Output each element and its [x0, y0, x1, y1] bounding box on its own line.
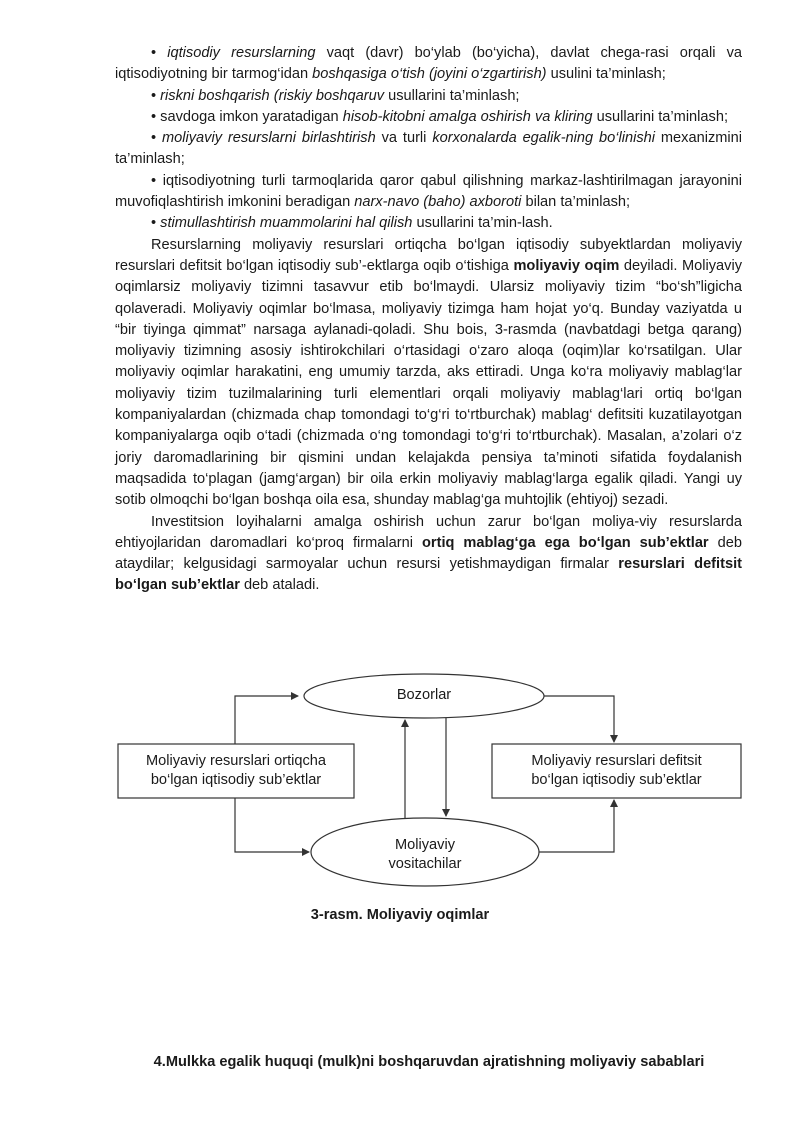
text-run: Investitsion loyihalarni amalga oshirish uchun zarur bo‘lgan moliya-viy resurslarda ehtiyojlaridan daromadlari ko‘proq firmalarni [115, 513, 742, 551]
text-run: vaqt (davr) bo‘ylab (bo‘yicha), davlat chega-rasi orqali va iqtisodiyotning bir tarmog‘idan [115, 45, 742, 83]
surplus-label-line: Moliyaviy resurslari ortiqcha [145, 753, 327, 769]
figure-caption: 3-rasm. Moliyaviy oqimlar [310, 907, 490, 923]
bold-run: moliyaviy oqim [513, 257, 620, 274]
text-run: • [151, 215, 161, 232]
bullet-paragraph [115, 171, 742, 214]
italic-run: moliyaviy resurslarni birlashtirish [162, 130, 376, 147]
italic-run: hisob-kitobni amalga oshirish va kliring [342, 108, 593, 125]
text-run: • [151, 45, 168, 61]
italic-run: korxonalarda egalik-ning bo‘linishi [432, 130, 656, 147]
text-run: usullarini ta’minlash; [384, 87, 520, 104]
intermediaries-label [311, 836, 539, 874]
flow-arrow-surplus-to-markets [235, 696, 298, 744]
bullet-paragraph [115, 107, 742, 128]
surplus-label-line: bo‘lgan iqtisodiy sub’ektlar [150, 772, 322, 788]
text-run: • iqtisodiyotning turli tarmoqlarida qaror qabul qilishning markaz-lashtirilmagan jarayonini muvofiqlashtirish imkonini beradigan [115, 172, 742, 211]
text-run: • [151, 130, 162, 147]
text-run: deb ataladi. [239, 577, 320, 594]
financial-flows-diagram [0, 672, 800, 892]
deficit-label-line: bo‘lgan iqtisodiy sub’ektlar [531, 772, 702, 788]
italic-run: narx-navo (baho) axboroti [354, 194, 522, 211]
deficit-label [492, 752, 741, 790]
bullet-paragraph [115, 86, 742, 107]
body-paragraph [115, 235, 742, 512]
flow-arrow-markets-to-deficit [544, 696, 614, 742]
text-run: • [151, 87, 161, 104]
intermediaries-label-line: Moliyaviy [394, 837, 455, 853]
text-run: va turli [375, 130, 433, 147]
deficit-label-line: Moliyaviy resurslari defitsit [531, 753, 702, 769]
text-run: Resurslarning moliyaviy resurslari ortiqcha bo‘lgan iqtisodiy subyektlardan moliyaviy resurslari defitsit bo‘lgan iqtisodiy sub’-ektlarga oqib o‘tishiga [115, 236, 742, 274]
flow-arrow-intermediaries-to-deficit [539, 800, 614, 852]
intermediaries-label-line: vositachilar [388, 856, 462, 872]
italic-run: iqtisodiy resurslarning [167, 45, 316, 61]
body-text [115, 43, 742, 597]
italic-run: riskni boshqarish (riskiy boshqaruv [160, 87, 385, 104]
text-run: bilan ta’minlash; [521, 194, 631, 211]
bullet-paragraph [115, 213, 742, 234]
bold-run: resurslari defitsit bo‘lgan sub’ektlar [115, 556, 742, 594]
bold-run: ortiq mablag‘ga ega bo‘lgan sub’ektlar [421, 534, 709, 551]
text-run: deb ataydilar; kelgusidagi sarmoyalar uchun resursi yetishmaydigan firmalar [115, 534, 742, 573]
text-run: usulini ta’minlash; [546, 66, 666, 83]
text-run: deyiladi. Moliyaviy oqimlarsiz moliyaviy tizimni tasavvur etib bo‘lmaydi. Ularsiz moliyaviy tizim “bo‘sh”ligicha qolaveradi. Moliyaviy oqimlar bo‘lmasa, moliyaviy tizimga ham hojat yo‘q. Bunday vaziyatda u “bir tiyinga qimmat” narsaga aylanadi-qoladi. Shu bois, 3-rasmda (navbatdagi betga qarang) moliyaviy tizimning asosiy ishtirokchilari o‘rtasidagi o‘zaro aloqa (oqim)lar ko‘rsatilgan. Ular moliyaviy oqimlar harakatini, eng umumiy tarzda, aks ettiradi. Unga ko‘ra moliyaviy mablag‘lar moliyaviy tizim tuzilmalarining turli elementlari orqali moliyaviy mablag‘lari ortiq bo‘lgan kompaniyalardan (chizmada chap tomondagi to‘g‘ri to‘rtburchak) mablag‘ defitsiti kuzatilayotgan kompaniyalarga oqib o‘tadi (chizmada o‘ng tomondagi to‘g‘ri to‘rtburchak). Masalan, a’zolari o‘z joriy daromadlarining bir qismini undan kelajakda pensiya ta’minoti sifatida foydalanish maqsadida to‘plagan (jamg‘argan) bir oila erkin moliyaviy mablag‘larga egalik qiladi. Yangi uy sotib olmoqchi bo‘lgan boshqa oila esa, shunday mablag‘ga muhtojlik (ehtiyoj) sezadi. [115, 257, 742, 509]
bullet-paragraph [115, 128, 742, 171]
italic-run: stimullashtirish muammolarini hal qilish [160, 215, 413, 232]
text-run: mexanizmini ta’minlash; [115, 130, 743, 168]
italic-run: boshqasiga o‘tish (joyini o‘zgartirish) [312, 66, 547, 83]
surplus-label [118, 752, 354, 790]
section-heading: 4.Mulkka egalik huquqi (mulk)ni boshqaruvdan ajratishning moliyaviy sabablari [153, 1054, 705, 1070]
text-run: • savdoga imkon yaratadigan [151, 108, 343, 125]
body-paragraph [115, 512, 742, 597]
markets-label: Bozorlar [396, 687, 452, 703]
text-run: usullarini ta’min-lash. [412, 215, 553, 232]
text-run: usullarini ta’minlash; [592, 108, 729, 125]
bullet-paragraph [115, 43, 742, 86]
flow-arrow-surplus-to-intermediaries [235, 798, 309, 852]
